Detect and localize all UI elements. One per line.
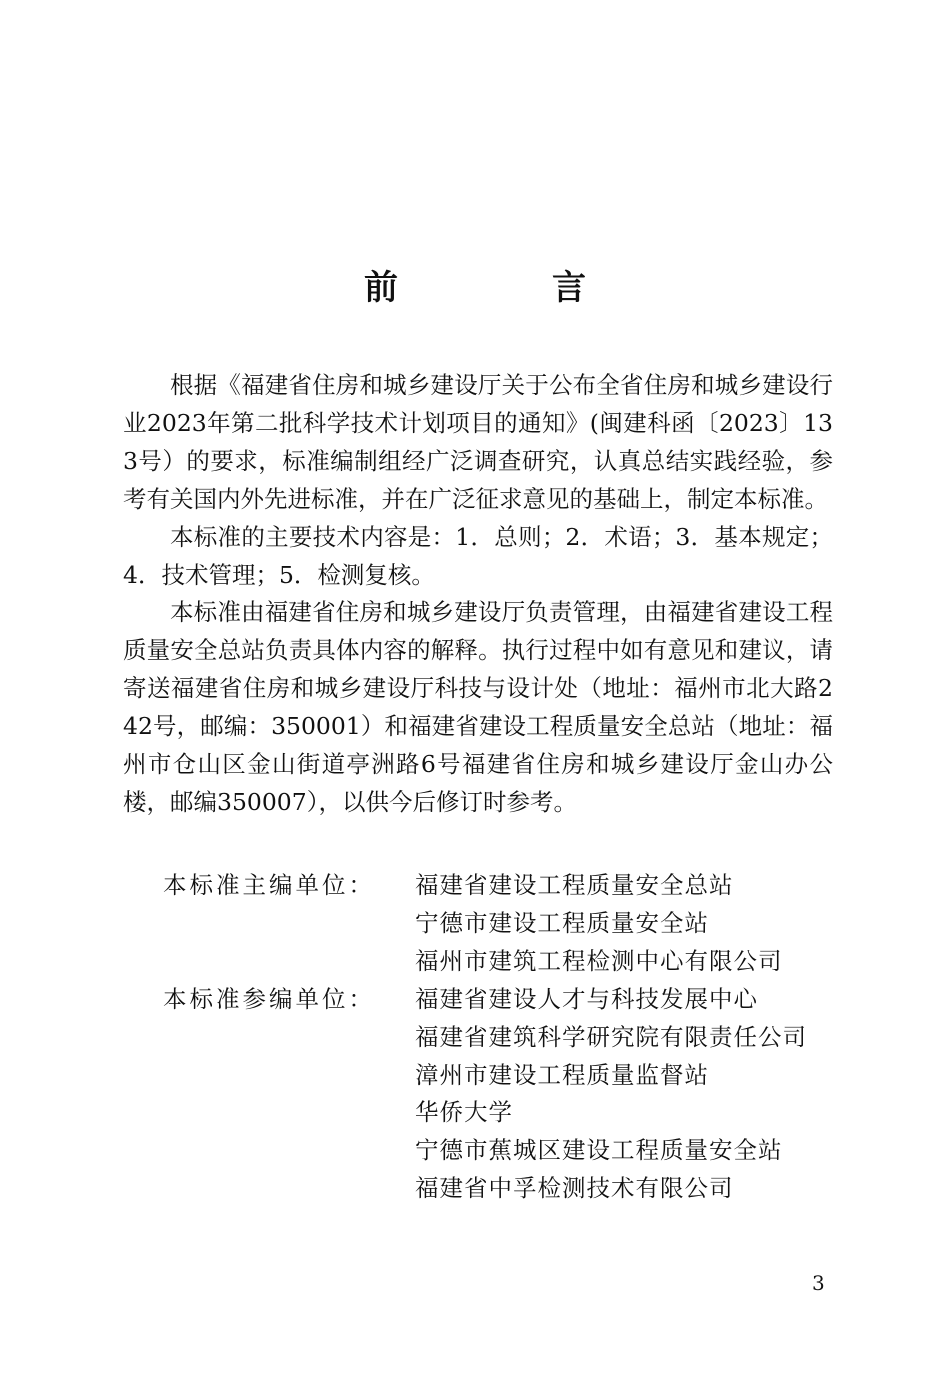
- list-item: 福建省建设工程质量安全总站: [415, 871, 734, 899]
- participating-units: [163, 981, 843, 1208]
- page-title: 前 言: [364, 268, 646, 308]
- list-item: 宁德市建设工程质量安全站: [415, 908, 709, 937]
- list-item: 福州市建筑工程检测中心有限公司: [415, 946, 783, 975]
- paragraph-management: 本标准由福建省住房和城乡建设厅负责管理，由福建省建设工程质量安全总站负责具体内容的解释。执行过程中如有意见和建议，请寄送福建省住房和城乡建设厅科技与设计处（地址：福州市北大路242号，邮编：350001）和福建省建设工程质量安全总站（地址：福州市仓山区金山街道亭洲路6号福建省住房和城乡建设厅金山办公楼，邮编350007），以供今后修订时参考。: [123, 598, 833, 816]
- paragraph-basis: 根据《福建省住房和城乡建设厅关于公布全省住房和城乡建设行业2023年第二批科学技术计划项目的通知》(闽建科函〔2023〕133号）的要求，标准编制组经广泛调查研究，认真总结实践经验，参考有关国内外先进标准，并在广泛征求意见的基础上，制定本标准。: [123, 371, 833, 513]
- list-item: 华侨大学: [415, 1098, 513, 1127]
- participating-units-list: [415, 981, 807, 1208]
- list-item: 漳州市建设工程质量监督站: [415, 1060, 709, 1089]
- chief-units-list: [415, 867, 783, 981]
- chief-units-label: 本标准主编单位：: [163, 871, 375, 899]
- page-number: 3: [812, 1271, 825, 1295]
- list-item: 宁德市蕉城区建设工程质量安全站: [415, 1136, 783, 1165]
- list-item: 福建省建筑科学研究院有限责任公司: [415, 1022, 807, 1051]
- list-item: 福建省中孚检测技术有限公司: [415, 1174, 734, 1203]
- preface-body: [123, 367, 833, 822]
- participating-units-label: 本标准参编单位：: [163, 984, 375, 1013]
- chief-units: [163, 867, 843, 981]
- list-item: 福建省建设人才与科技发展中心: [415, 984, 758, 1013]
- units-section: [163, 867, 843, 1208]
- paragraph-content: 本标准的主要技术内容是：1．总则；2．术语；3．基本规定；4．技术管理；5．检测复核。: [123, 522, 833, 589]
